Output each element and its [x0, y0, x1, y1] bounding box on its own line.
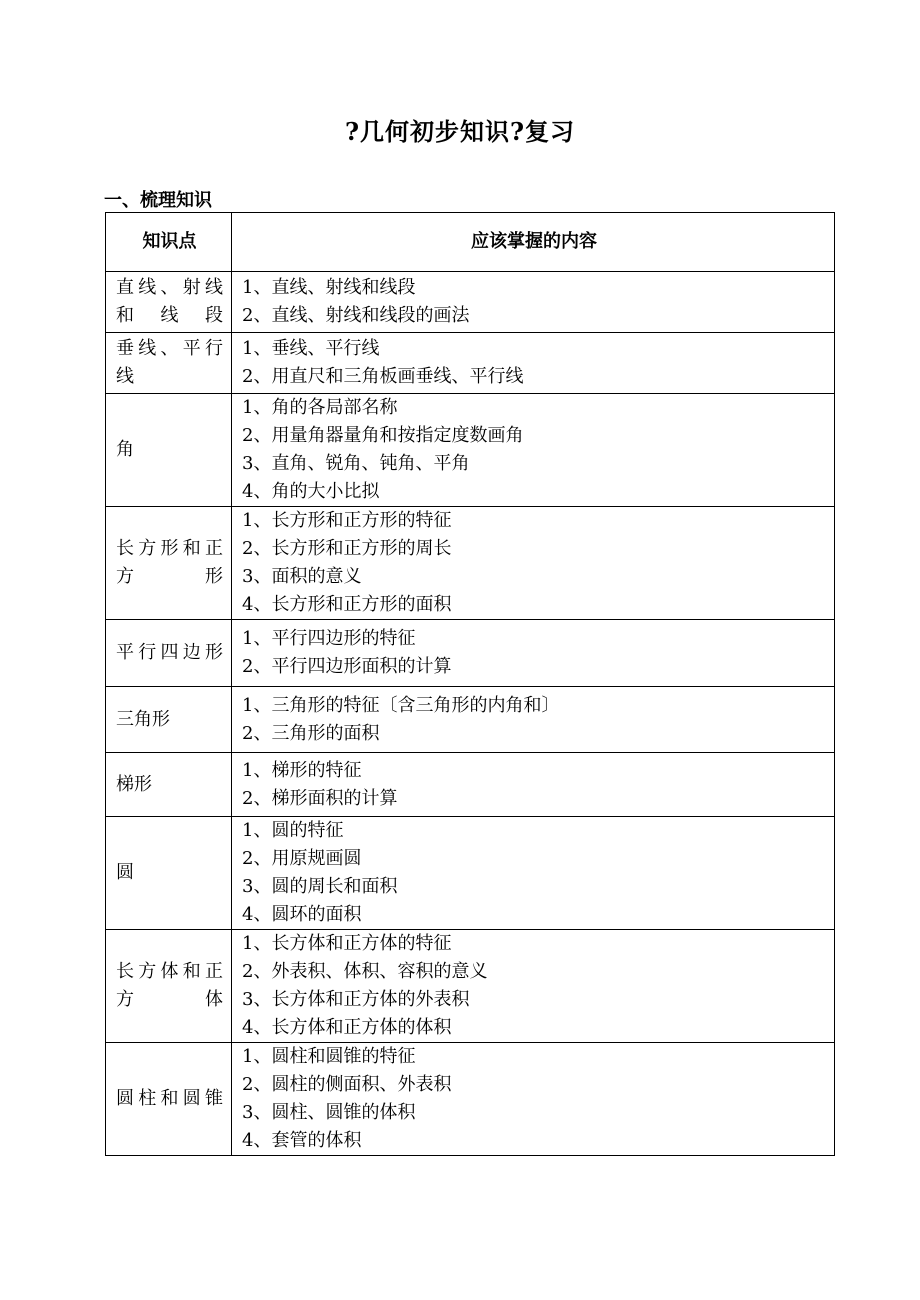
header-content: 应该掌握的内容 [232, 213, 835, 272]
topic-cell: 三角形 [106, 687, 232, 753]
content-item: 4、长方形和正方形的面积 [242, 594, 452, 615]
content-item: 1、平行四边形的特征 [242, 628, 416, 649]
topic-cell: 角 [106, 394, 232, 507]
content-cell [232, 687, 835, 753]
topic-cell: 圆柱和圆锥 [106, 1043, 232, 1156]
content-item: 2、直线、射线和线段的画法 [242, 305, 470, 326]
content-item: 4、长方体和正方体的体积 [242, 1017, 452, 1038]
content-item: 2、三角形的面积 [242, 722, 380, 744]
table-row [106, 272, 835, 333]
content-item: 1、角的各局部名称 [242, 397, 398, 418]
content-item: 1、圆的特征 [242, 820, 344, 841]
topic-cell: 直线、射线和线段 [106, 272, 232, 333]
content-item: 1、长方形和正方形的特征 [242, 510, 452, 531]
table-row [106, 394, 835, 507]
section-heading: 一、梳理知识 [104, 190, 212, 211]
table-row [106, 817, 835, 930]
knowledge-table [105, 212, 835, 1156]
content-item: 1、三角形的特征〔含三角形的内角和〕 [242, 694, 560, 716]
topic-cell: 长方体和正方体 [106, 930, 232, 1043]
table-row [106, 1043, 835, 1156]
content-item: 1、直线、射线和线段 [242, 277, 416, 298]
content-item: 3、直角、锐角、钝角、平角 [242, 453, 470, 474]
content-cell [232, 507, 835, 620]
topic-cell: 垂线、平行线 [106, 333, 232, 394]
content-cell [232, 394, 835, 507]
content-cell [232, 930, 835, 1043]
document-title: ?几何初步知识?复习 [344, 117, 576, 146]
content-cell [232, 817, 835, 930]
table-row [106, 687, 835, 753]
content-item: 3、圆的周长和面积 [242, 876, 398, 897]
content-item: 1、圆柱和圆锥的特征 [242, 1046, 416, 1067]
content-item: 2、平行四边形面积的计算 [242, 656, 452, 677]
content-item: 1、垂线、平行线 [242, 338, 380, 359]
content-item: 4、圆环的面积 [242, 904, 362, 925]
content-cell [232, 620, 835, 687]
content-item: 4、套管的体积 [242, 1130, 362, 1151]
table-row [106, 620, 835, 687]
table-row [106, 333, 835, 394]
topic-cell: 长方形和正方形 [106, 507, 232, 620]
topic-cell: 平行四边形 [106, 620, 232, 687]
content-cell [232, 753, 835, 817]
table-header-row [106, 213, 835, 272]
content-cell [232, 333, 835, 394]
content-item: 1、梯形的特征 [242, 759, 362, 781]
content-item: 2、外表积、体积、容积的意义 [242, 961, 488, 982]
table-row [106, 930, 835, 1043]
content-item: 2、梯形面积的计算 [242, 787, 398, 809]
content-item: 2、圆柱的侧面积、外表积 [242, 1074, 452, 1095]
content-item: 2、用直尺和三角板画垂线、平行线 [242, 366, 524, 387]
content-cell [232, 1043, 835, 1156]
content-item: 2、长方形和正方形的周长 [242, 538, 452, 559]
content-item: 2、用原规画圆 [242, 848, 362, 869]
content-item: 4、角的大小比拟 [242, 481, 380, 502]
content-item: 2、用量角器量角和按指定度数画角 [242, 425, 524, 446]
content-item: 1、长方体和正方体的特征 [242, 933, 452, 954]
table-row [106, 507, 835, 620]
topic-cell: 圆 [106, 817, 232, 930]
table-row [106, 753, 835, 817]
topic-cell: 梯形 [106, 753, 232, 817]
content-item: 3、长方体和正方体的外表积 [242, 989, 470, 1010]
header-knowledge-point: 知识点 [106, 213, 232, 272]
content-item: 3、面积的意义 [242, 566, 362, 587]
content-item: 3、圆柱、圆锥的体积 [242, 1102, 416, 1123]
content-cell [232, 272, 835, 333]
